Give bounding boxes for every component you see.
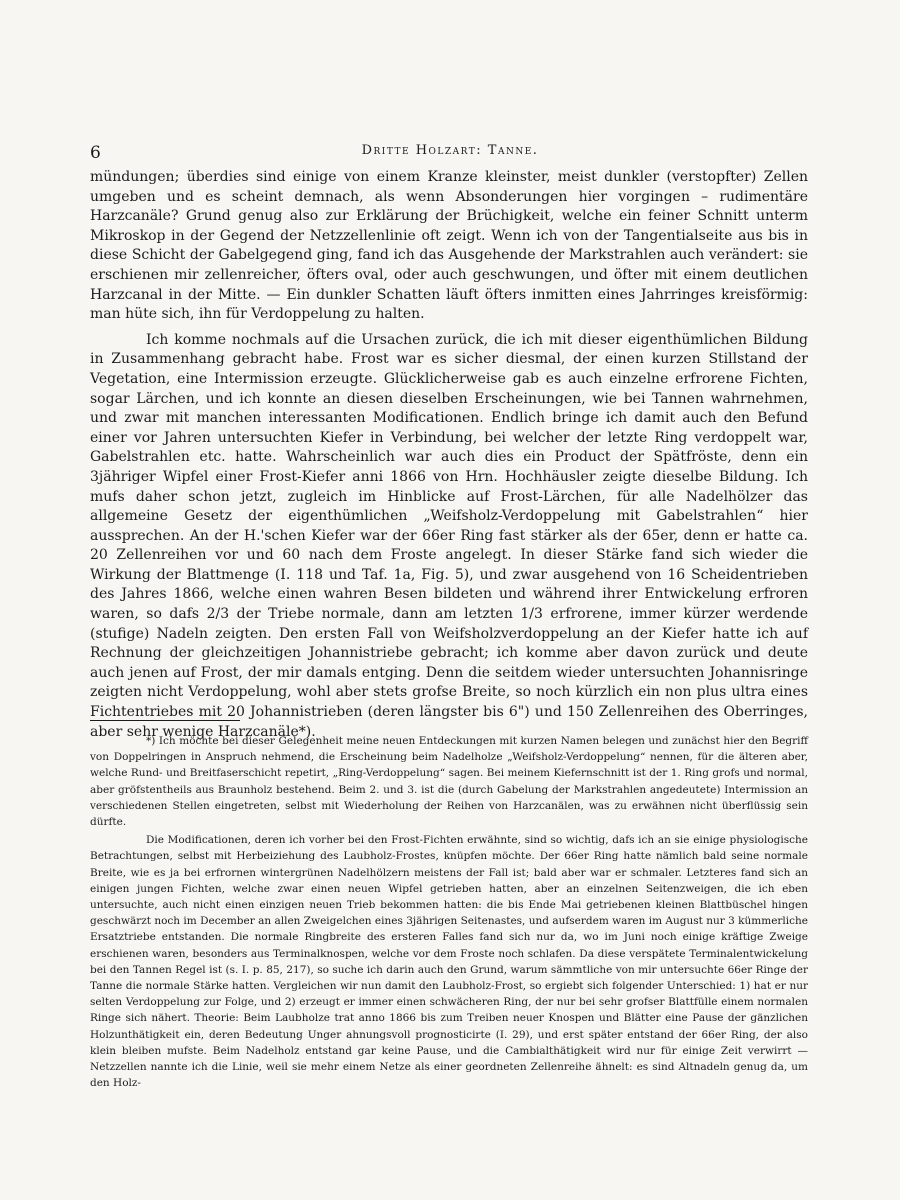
running-head: Dritte Holzart: Tanne. [361, 143, 539, 158]
footnote-paragraph: *) Ich möchte bei dieser Gelegenheit meine neuen Entdeckungen mit kurzen Namen belegen und zunächst hier den Begriff von Doppelringen in Anspruch nehmend, die Erscheinung beim Nadelholze „Weifsholz-Verdoppelung“ nennen, für die älteren aber, welche Rund- und Breitfaserschicht repetirt, „Ring-Verdoppelung“ sagen. Bei meinem Kiefernschnitt ist der 1. Ring grofs und normal, aber gröfstentheils aus Braunholz bestehend. Beim 2. und 3. ist die (durch Gabelung der Markstrahlen angedeutete) Intermission an verschiedenen Stellen eingetreten, selbst mit Wiederholung der Reihen von Harzcanälen, was zu erwähnen nicht überflüssig sein dürfte. [90, 735, 808, 829]
footnote-rule [90, 720, 240, 721]
body-paragraph: Ich komme nochmals auf die Ursachen zurück, die ich mit dieser eigenthümlichen Bildung in Zusammenhang gebracht habe. Frost war es sicher diesmal, der einen kurzen Stillstand der Vegetation, eine Intermission erzeugte. Glücklicherweise gab es auch einzelne erfrorene Fichten, sogar Lärchen, und ich konnte an diesen dieselben Erscheinungen, wie bei Tannen wahrnehmen, und zwar mit manchen interessanten Modificationen. Endlich bringe ich damit auch den Befund einer vor Jahren untersuchten Kiefer in Verbindung, bei welcher der letzte Ring verdoppelt war, Gabelstrahlen etc. hatte. Wahrscheinlich war auch dies ein Product der Spätfröste, denn ein 3jähriger Wipfel einer Frost-Kiefer anni 1866 von Hrn. Hochhäusler zeigte dieselbe Bildung. Ich mufs daher schon jetzt, zugleich im Hinblicke auf Frost-Lärchen, für alle Nadelhölzer das allgemeine Gesetz der eigenthümlichen „Weifsholz-Verdoppelung mit Gabelstrahlen“ hier aussprechen. An der H.'schen Kiefer war der 66er Ring fast stärker als der 65er, denn er hatte ca. 20 Zellenreihen vor und 60 nach dem Froste angelegt. In dieser Stärke fand sich wieder die Wirkung der Blattmenge (I. 118 und Taf. 1a, Fig. 5), und zwar ausgehend von 16 Scheidentrieben des Jahres 1866, welche einen wahren Besen bildeten und während ihrer Entwickelung erfroren waren, so dafs 2/3 der Triebe normale, dann am letzten 1/3 erfrorene, immer kürzer werdende (stufige) Nadeln zeigten. Den ersten Fall von Weifsholzverdoppelung an der Kiefer hatte ich auf Rechnung der gleichzeitigen Johannistriebe gebracht; ich komme aber davon zurück und deute auch jenen auf Frost, der mir damals entging. Denn die seitdem wieder untersuchten Johannisringe zeigten nicht Verdoppelung, wohl aber stets grofse Breite, so noch kürzlich ein non plus ultra eines Fichtentriebes mit 20 Johannistrieben (deren längster bis 6") und 150 Zellenreihen des Oberringes, aber sehr wenige Harzcanäle*). [90, 331, 808, 740]
footnotes [90, 733, 808, 1091]
footnote-paragraph: Die Modificationen, deren ich vorher bei den Frost-Fichten erwähnte, sind so wichtig, dafs ich an sie einige physiologische Betrachtungen, selbst mit Herbeiziehung des Laubholz-Frostes, knüpfen möchte. Der 66er Ring hatte nämlich bald seine normale Breite, wie es ja bei erfrornen wintergrünen Nadelhölzern meistens der Fall ist; bald aber war er schmaler. Letzteres fand sich an einigen jungen Fichten, welche zwar einen neuen Wipfel getrieben hatten, aber an einzelnen Seitenzweigen, die ich eben untersuchte, auch nicht einen einzigen neuen Trieb bekommen hatten: die bis Ende Mai getriebenen kleinen Blattbüschel hingen geschwärzt noch im December an allen Zweigelchen eines 3jährigen Seitenastes, und aufserdem waren im August nur 3 kümmerliche Ersatztriebe entstanden. Die normale Ringbreite des ersteren Falles fand sich nur da, wo im Juni noch einige kräftige Zweige erschienen waren, besonders aus Terminalknospen, welche vor dem Froste noch schlafen. Da diese verspätete Terminalentwickelung bei den Tannen Regel ist (s. I. p. 85, 217), so suche ich darin auch den Grund, warum sämmtliche von mir untersuchte 66er Ringe der Tanne die normale Stärke hatten. Vergleichen wir nun damit den Laubholz-Frost, so ergiebt sich folgender Unterschied: 1) hat er nur selten Verdoppelung zur Folge, und 2) erzeugt er immer einen schwächeren Ring, der nur bei sehr grofser Blattfülle einem normalen Ringe sich nähert. Theorie: Beim Laubholze trat anno 1866 bis zum Treiben neuer Knospen und Blätter eine Pause der gänzlichen Holzunthätigkeit ein, deren Bedeutung Unger ahnungsvoll prognosticirte (I. 29), und erst später entstand der 66er Ring, der also klein bleiben mufste. Beim Nadelholz entstand gar keine Pause, und die Cambialthätigkeit wird nur für einige Zeit verwirrt — Netzzellen nannte ich die Linie, weil sie mehr einem Netze als einer geordneten Zellenreihe ähnelt: es sind Altnadeln genug da, um den Holz- [90, 834, 808, 1090]
page-number: 6 [90, 143, 101, 163]
body-paragraph: mündungen; überdies sind einige von einem Kranze kleinster, meist dunkler (verstopfter) Zellen umgeben und es scheint demnach, als wenn Absonderungen hier vorgingen – rudimentäre Harzcanäle? Grund genug also zur Erklärung der Brüchigkeit, welche ein feiner Schnitt unterm Mikroskop in der Gegend der Netzzellenlinie oft zeigt. Wenn ich von der Tangentialseite aus bis in diese Schicht der Gabelgegend ging, fand ich das Ausgehende der Markstrahlen auch verändert: sie erschienen mir zellenreicher, öfters oval, oder auch geschwungen, und öfter mit einem deutlichen Harzcanal in der Mitte. — Ein dunkler Schatten läuft öfters inmitten eines Jahrringes kreisförmig: man hüte sich, ihn für Verdoppelung zu halten. [90, 169, 808, 323]
main-text [90, 168, 808, 742]
